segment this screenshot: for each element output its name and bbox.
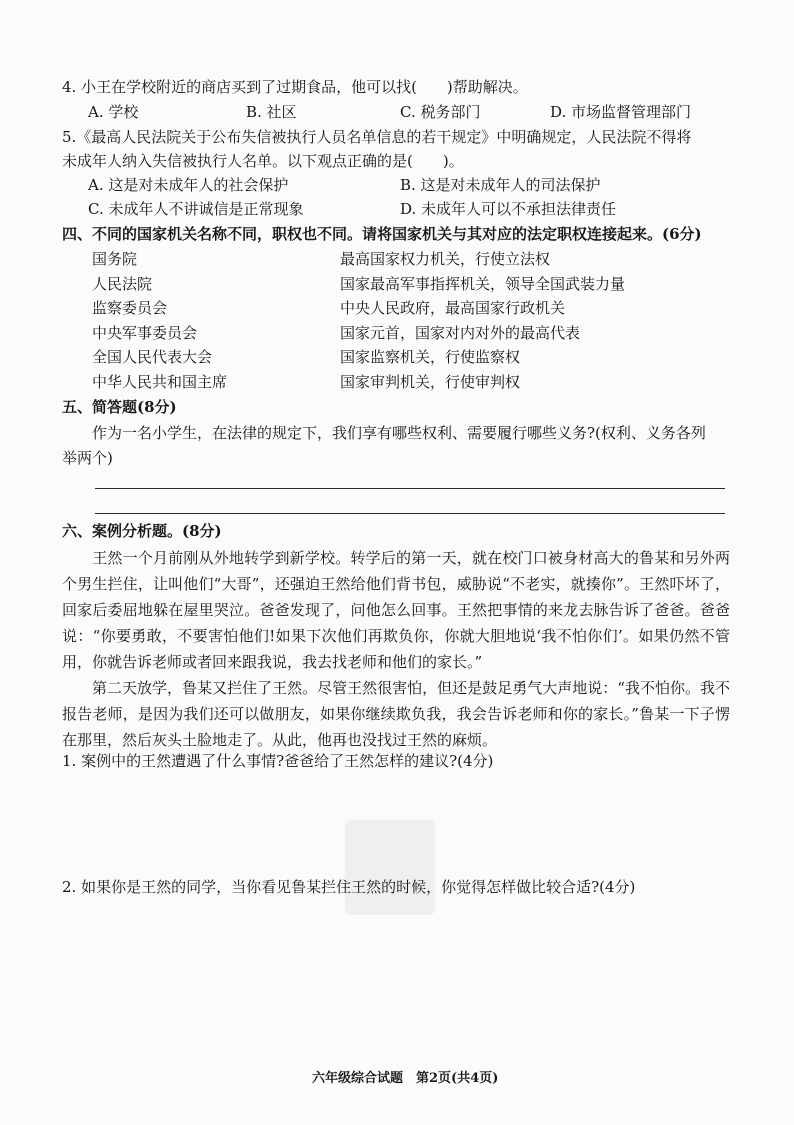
section6-question-1: 1. 案例中的王然遭遇了什么事情?爸爸给了王然怎样的建议?(4分) bbox=[62, 752, 494, 770]
section5-question-line1: 作为一名小学生，在法律的规定下，我们享有哪些权利、需要履行哪些义务?(权利、义务各列 bbox=[92, 424, 706, 442]
q4-stem: 4. 小王在学校附近的商店买到了过期食品，他可以找( )帮助解决。 bbox=[62, 78, 528, 96]
power-item: 中央人民政府，最高国家行政机关 bbox=[340, 299, 566, 317]
section5-question-line2: 举两个) bbox=[62, 449, 113, 467]
section6-title: 六、案例分析题。(8分) bbox=[62, 522, 222, 540]
q5-stem-line2: 未成年人纳入失信被执行人名单。以下观点正确的是( )。 bbox=[62, 152, 464, 170]
q5-option-b: B. 这是对未成年人的司法保护 bbox=[400, 176, 601, 194]
organ-item: 中华人民共和国主席 bbox=[92, 373, 228, 391]
page-footer: 六年级综合试题 第2页(共4页) bbox=[312, 1071, 499, 1086]
section4-title: 四、不同的国家机关名称不同，职权也不同。请将国家机关与其对应的法定职权连接起来。(6分) bbox=[62, 225, 702, 243]
bleed-through-mark bbox=[345, 820, 435, 915]
case-paragraph-2: 第二天放学，鲁某又拦住了王然。尽管王然很害怕，但还是鼓足勇气大声地说：“我不怕你。我不报告老师，是因为我们还可以做朋友，如果你继续欺负我，我会告诉老师和你的家长。”鲁某一下子愣在那里，然后灰头土脸地走了。从此，他再也没找过王然的麻烦。 bbox=[62, 679, 730, 749]
q4-option-c: C. 税务部门 bbox=[400, 103, 481, 121]
answer-line[interactable] bbox=[95, 488, 725, 489]
case-paragraph-1: 王然一个月前刚从外地转学到新学校。转学后的第一天，就在校门口被身材高大的鲁某和另外两个男生拦住，让叫他们“大哥”，还强迫王然给他们背书包，威胁说“不老实，就揍你”。王然吓坏了，回家后委屈地躲在屋里哭泣。爸爸发现了，问他怎么回事。王然把事情的来龙去脉告诉了爸爸。爸爸说：“你要勇敢，不要害怕他们!如果下次他们再欺负你，你就大胆地说‘我不怕你们’。如果仍然不管用，你就告诉老师或者回来跟我说，我去找老师和他们的家长。” bbox=[62, 549, 730, 671]
q4-option-d: D. 市场监督管理部门 bbox=[550, 103, 692, 121]
q4-option-b: B. 社区 bbox=[246, 103, 297, 121]
q5-option-a: A. 这是对未成年人的社会保护 bbox=[88, 176, 289, 194]
section6-question-2: 2. 如果你是王然的同学，当你看见鲁某拦住王然的时候，你觉得怎样做比较合适?(4分) bbox=[62, 878, 636, 896]
q4-options bbox=[88, 101, 728, 123]
power-item: 最高国家权力机关，行使立法权 bbox=[340, 250, 551, 268]
power-item: 国家元首，国家对内对外的最高代表 bbox=[340, 324, 581, 342]
q4-option-a: A. 学校 bbox=[88, 103, 139, 121]
organ-item: 人民法院 bbox=[92, 275, 153, 293]
q5-option-d: D. 未成年人可以不承担法律责任 bbox=[400, 200, 617, 218]
organ-item: 监察委员会 bbox=[92, 299, 168, 317]
organ-item: 中央军事委员会 bbox=[92, 324, 198, 342]
organ-item: 全国人民代表大会 bbox=[92, 348, 213, 366]
power-item: 国家最高军事指挥机关，领导全国武装力量 bbox=[340, 275, 626, 293]
power-item: 国家审判机关，行使审判权 bbox=[340, 373, 521, 391]
q5-option-c: C. 未成年人不讲诚信是正常现象 bbox=[88, 200, 304, 218]
q5-stem-line1: 5.《最高人民法院关于公布失信被执行人员名单信息的若干规定》中明确规定，人民法院不得将 bbox=[62, 128, 692, 146]
answer-line[interactable] bbox=[95, 513, 725, 514]
power-item: 国家监察机关，行使监察权 bbox=[340, 348, 521, 366]
organ-item: 国务院 bbox=[92, 250, 138, 268]
section5-title: 五、简答题(8分) bbox=[62, 398, 177, 416]
